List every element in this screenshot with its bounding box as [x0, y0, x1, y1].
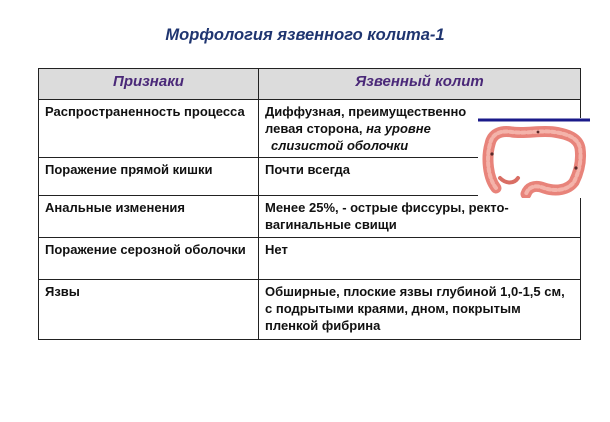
value-text: левая сторона,	[265, 121, 367, 136]
header-features: Признаки	[39, 69, 259, 100]
page-title: Морфология язвенного колита-1	[165, 26, 445, 44]
feature-cell: Язвы	[39, 280, 259, 340]
feature-cell: Анальные изменения	[39, 196, 259, 238]
value-cell: Нет	[259, 238, 581, 280]
feature-cell: Поражение прямой кишки	[39, 158, 259, 196]
feature-cell: Распространенность процесса	[39, 100, 259, 158]
header-ulcerative-colitis: Язвенный колит	[259, 69, 581, 100]
value-cell: Менее 25%, - острые фиссуры, ректо-вагинальные свищи	[259, 196, 581, 238]
value-cell: Почти всегда	[259, 158, 581, 196]
table-header-row	[39, 69, 581, 100]
value-cell: Обширные, плоские язвы глубиной 1,0-1,5 см, с подрытыми краями, дном, покрытым пленкой фибрина	[259, 280, 581, 340]
feature-cell: Поражение серозной оболочки	[39, 238, 259, 280]
colon-illustration	[478, 118, 590, 198]
value-italic-text: на уровне	[366, 121, 431, 136]
table-row	[39, 238, 581, 280]
table-row	[39, 280, 581, 340]
value-italic-line: слизистой оболочки	[271, 138, 409, 153]
morphology-table	[38, 68, 581, 340]
table-row	[39, 196, 581, 238]
value-line: Диффузная, преимущественно	[265, 104, 467, 119]
